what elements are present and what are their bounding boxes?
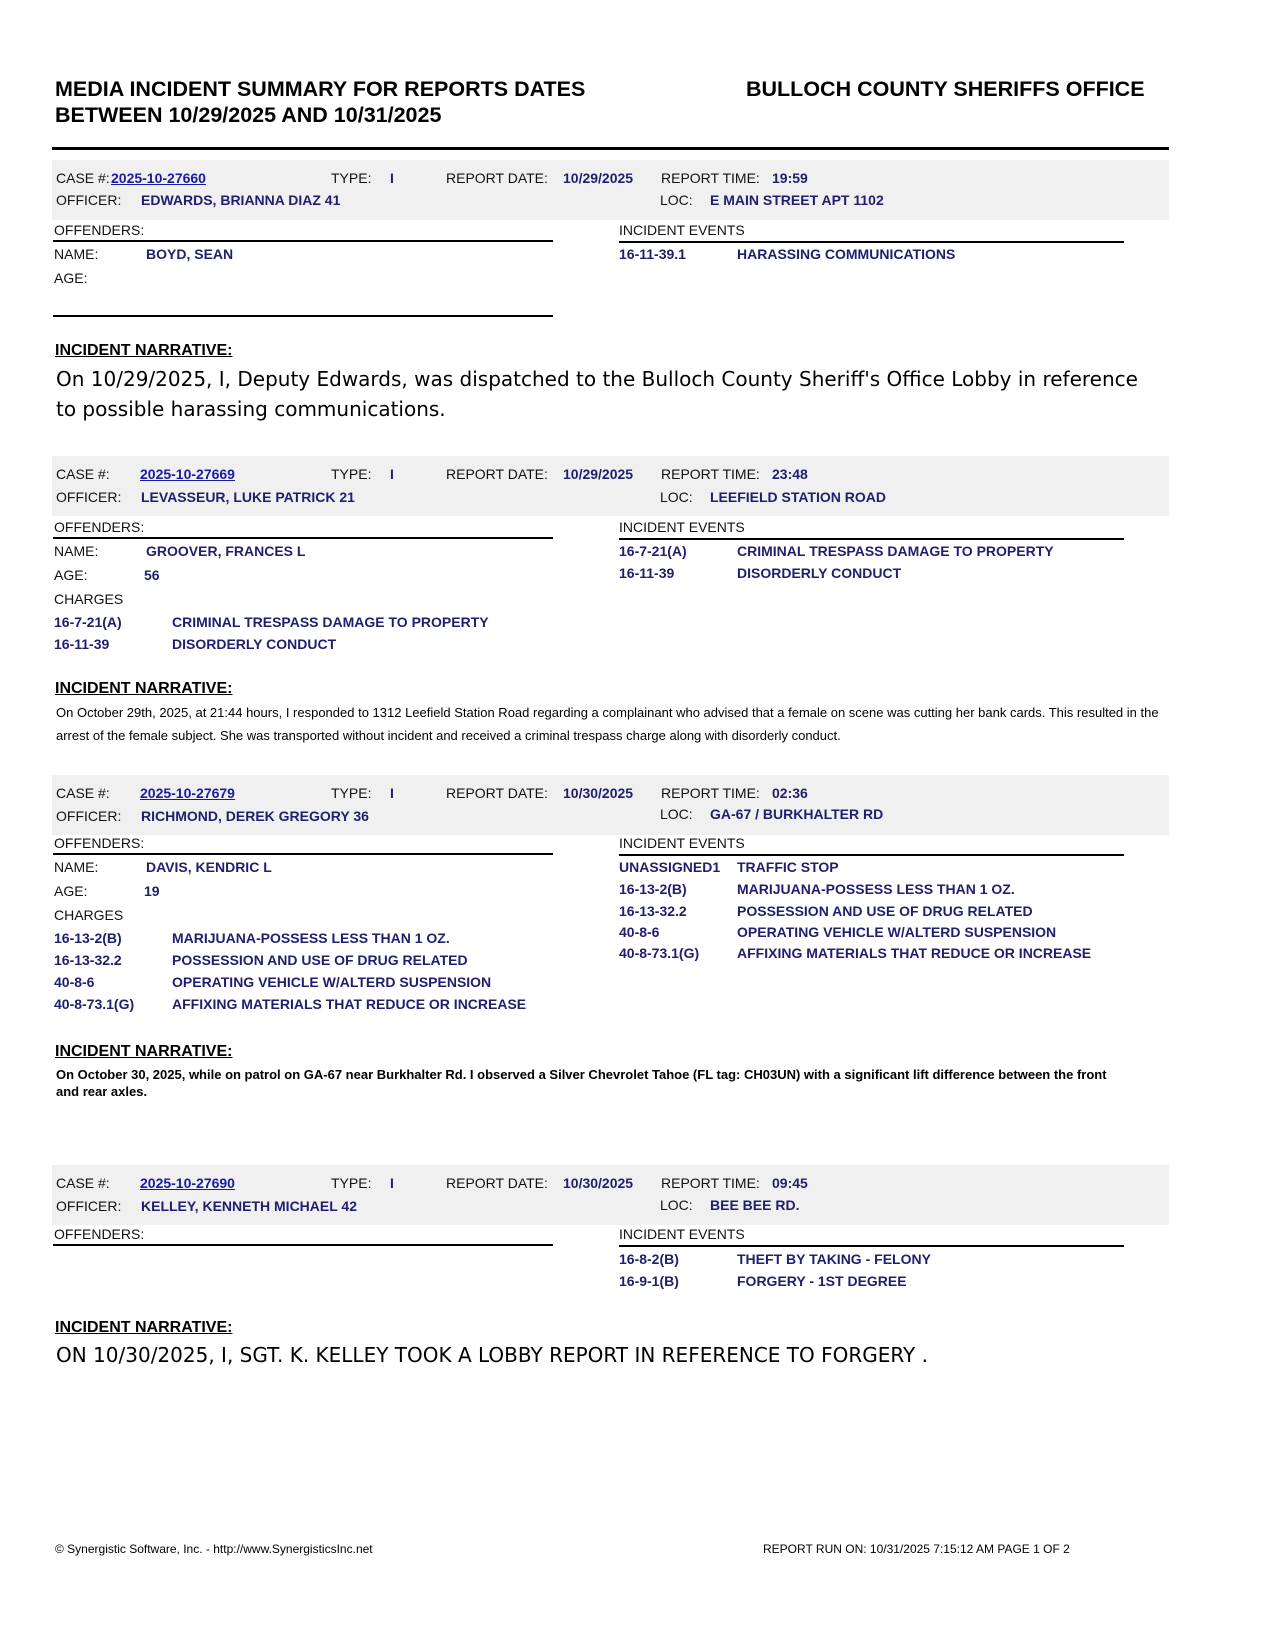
narrative-text: On October 29th, 2025, at 21:44 hours, I responded to 1312 Leefield Station Road regarding a complainant who advised that a female on scene was cutting her bank cards. This resulted in the arrest of the female subject. She was transported without incident and received a criminal trespass charge along with disorderly conduct. — [56, 705, 1159, 743]
charge-code: 16-7-21(A) — [54, 614, 122, 630]
report-date: 10/29/2025 — [563, 170, 634, 186]
event-code: 16-11-39.1 — [619, 246, 686, 262]
charge-code: 16-13-32.2 — [54, 952, 122, 968]
case-number-link[interactable]: 2025-10-27690 — [140, 1175, 235, 1191]
name-label: NAME: — [54, 859, 99, 875]
age-label: AGE: — [54, 883, 88, 899]
case-header-band — [52, 160, 1169, 220]
footer-copyright: © Synergistic Software, Inc. - http://www.SynergisticsInc.net — [55, 1542, 373, 1556]
location: BEE BEE RD. — [710, 1197, 800, 1213]
events-rule — [619, 854, 1124, 856]
event-desc: HARASSING COMMUNICATIONS — [737, 246, 956, 262]
case-type: I — [390, 466, 394, 482]
name-label: NAME: — [54, 543, 99, 559]
charge-code: 40-8-73.1(G) — [54, 996, 135, 1012]
case-number-label: CASE #: — [56, 466, 110, 482]
event-code: 16-13-2(B) — [619, 881, 687, 897]
case-number-link[interactable]: 2025-10-27660 — [111, 170, 206, 186]
report-time-label: REPORT TIME: — [661, 1175, 760, 1191]
age-label: AGE: — [54, 567, 88, 583]
case-number-label: CASE #: — [56, 1175, 110, 1191]
report-date-label: REPORT DATE: — [446, 785, 548, 801]
report-date: 10/29/2025 — [563, 466, 634, 482]
charge-desc: OPERATING VEHICLE W/ALTERD SUSPENSION — [172, 974, 492, 990]
report-date: 10/30/2025 — [563, 785, 634, 801]
report-time: 19:59 — [772, 170, 808, 186]
loc-label: LOC: — [660, 1197, 693, 1213]
event-code: 40-8-73.1(G) — [619, 945, 700, 961]
report-time: 09:45 — [772, 1175, 808, 1191]
location: LEEFIELD STATION ROAD — [710, 489, 887, 505]
incident-events-label: INCIDENT EVENTS — [619, 519, 745, 535]
loc-label: LOC: — [660, 489, 693, 505]
event-desc: DISORDERLY CONDUCT — [737, 565, 902, 581]
case-header-band — [52, 456, 1169, 516]
offenders-rule — [53, 1244, 553, 1246]
charge-code: 16-11-39 — [54, 636, 110, 652]
events-rule — [619, 1245, 1124, 1247]
offender-end-rule — [53, 315, 553, 317]
incident-events-label: INCIDENT EVENTS — [619, 222, 745, 238]
age-label: AGE: — [54, 270, 88, 286]
event-code: 16-7-21(A) — [619, 543, 687, 559]
header-divider — [52, 147, 1169, 150]
incident-events-label: INCIDENT EVENTS — [619, 1226, 745, 1242]
charge-desc: POSSESSION AND USE OF DRUG RELATED — [172, 952, 468, 968]
officer-label: OFFICER: — [56, 1198, 122, 1214]
case-header-band — [52, 775, 1169, 835]
report-time: 02:36 — [772, 785, 808, 801]
offender-age: 19 — [144, 883, 160, 899]
narrative-heading: INCIDENT NARRATIVE: — [55, 1043, 233, 1060]
location: GA-67 / BURKHALTER RD — [710, 806, 884, 822]
offenders-rule — [53, 537, 553, 539]
offender-age: 56 — [144, 567, 160, 583]
offender-name: DAVIS, KENDRIC L — [146, 859, 272, 875]
name-label: NAME: — [54, 246, 99, 262]
report-time-label: REPORT TIME: — [661, 466, 760, 482]
type-label: TYPE: — [331, 466, 372, 482]
events-rule — [619, 538, 1124, 540]
event-code: UNASSIGNED1 — [619, 859, 721, 875]
report-title: MEDIA INCIDENT SUMMARY FOR REPORTS DATES BETWEEN 10/29/2025 AND 10/31/2025 — [55, 77, 586, 127]
officer-label: OFFICER: — [56, 192, 122, 208]
event-desc: FORGERY - 1ST DEGREE — [737, 1273, 907, 1289]
report-time-label: REPORT TIME: — [661, 170, 760, 186]
charge-desc: DISORDERLY CONDUCT — [172, 636, 337, 652]
event-desc: TRAFFIC STOP — [737, 859, 839, 875]
report-time-label: REPORT TIME: — [661, 785, 760, 801]
charge-desc: CRIMINAL TRESPASS DAMAGE TO PROPERTY — [172, 614, 489, 630]
officer-name: EDWARDS, BRIANNA DIAZ 41 — [141, 192, 341, 208]
case-type: I — [390, 170, 394, 186]
charge-desc: MARIJUANA-POSSESS LESS THAN 1 OZ. — [172, 930, 450, 946]
charges-label: CHARGES — [54, 591, 124, 607]
event-code: 16-11-39 — [619, 565, 675, 581]
event-desc: MARIJUANA-POSSESS LESS THAN 1 OZ. — [737, 881, 1015, 897]
offenders-label: OFFENDERS: — [54, 222, 145, 238]
event-code: 16-8-2(B) — [619, 1251, 679, 1267]
narrative-heading: INCIDENT NARRATIVE: — [55, 680, 233, 697]
offender-name: BOYD, SEAN — [146, 246, 234, 262]
report-date-label: REPORT DATE: — [446, 1175, 548, 1191]
officer-name: RICHMOND, DEREK GREGORY 36 — [141, 808, 369, 824]
footer-run-info: REPORT RUN ON: 10/31/2025 7:15:12 AM PAGE 1 OF 2 — [763, 1542, 1070, 1556]
charge-code: 16-13-2(B) — [54, 930, 122, 946]
type-label: TYPE: — [331, 785, 372, 801]
narrative-text: ON 10/30/2025, I, SGT. K. KELLEY TOOK A LOBBY REPORT IN REFERENCE TO FORGERY . — [56, 1343, 928, 1367]
case-number-label: CASE #: — [56, 170, 110, 186]
report-date-label: REPORT DATE: — [446, 466, 548, 482]
location: E MAIN STREET APT 1102 — [710, 192, 884, 208]
type-label: TYPE: — [331, 170, 372, 186]
narrative-heading: INCIDENT NARRATIVE: — [55, 1319, 233, 1336]
event-desc: CRIMINAL TRESPASS DAMAGE TO PROPERTY — [737, 543, 1054, 559]
report-time: 23:48 — [772, 466, 808, 482]
event-code: 16-9-1(B) — [619, 1273, 679, 1289]
offender-name: GROOVER, FRANCES L — [146, 543, 306, 559]
event-desc: OPERATING VEHICLE W/ALTERD SUSPENSION — [737, 924, 1057, 940]
event-desc: POSSESSION AND USE OF DRUG RELATED — [737, 903, 1033, 919]
charge-code: 40-8-6 — [54, 974, 95, 990]
case-number-link[interactable]: 2025-10-27679 — [140, 785, 235, 801]
incident-events-label: INCIDENT EVENTS — [619, 835, 745, 851]
agency-name: BULLOCH COUNTY SHERIFFS OFFICE — [746, 77, 1145, 101]
loc-label: LOC: — [660, 192, 693, 208]
officer-label: OFFICER: — [56, 489, 122, 505]
narrative-text: On 10/29/2025, I, Deputy Edwards, was dispatched to the Bulloch County Sheriff's Office Lobby in reference to possible harassing communications. — [56, 367, 1138, 421]
charges-label: CHARGES — [54, 907, 124, 923]
report-date: 10/30/2025 — [563, 1175, 634, 1191]
event-code: 16-13-32.2 — [619, 903, 687, 919]
narrative-text: On October 30, 2025, while on patrol on GA-67 near Burkhalter Rd. I observed a Silver Chevrolet Tahoe (FL tag: CH03UN) with a significant lift difference between the front and rear axles. — [56, 1067, 1107, 1099]
case-type: I — [390, 785, 394, 801]
event-code: 40-8-6 — [619, 924, 660, 940]
case-number-label: CASE #: — [56, 785, 110, 801]
offenders-label: OFFENDERS: — [54, 519, 145, 535]
narrative-heading: INCIDENT NARRATIVE: — [55, 342, 233, 359]
offenders-rule — [53, 240, 553, 242]
officer-name: LEVASSEUR, LUKE PATRICK 21 — [141, 489, 355, 505]
case-header-band — [52, 1165, 1169, 1225]
events-rule — [619, 241, 1124, 243]
offenders-rule — [53, 853, 553, 855]
case-type: I — [390, 1175, 394, 1191]
report-date-label: REPORT DATE: — [446, 170, 548, 186]
case-number-link[interactable]: 2025-10-27669 — [140, 466, 235, 482]
type-label: TYPE: — [331, 1175, 372, 1191]
offenders-label: OFFENDERS: — [54, 835, 145, 851]
event-desc: THEFT BY TAKING - FELONY — [737, 1251, 931, 1267]
offenders-label: OFFENDERS: — [54, 1226, 145, 1242]
officer-label: OFFICER: — [56, 808, 122, 824]
officer-name: KELLEY, KENNETH MICHAEL 42 — [141, 1198, 357, 1214]
event-desc: AFFIXING MATERIALS THAT REDUCE OR INCREASE — [737, 945, 1092, 961]
loc-label: LOC: — [660, 806, 693, 822]
charge-desc: AFFIXING MATERIALS THAT REDUCE OR INCREASE — [172, 996, 527, 1012]
